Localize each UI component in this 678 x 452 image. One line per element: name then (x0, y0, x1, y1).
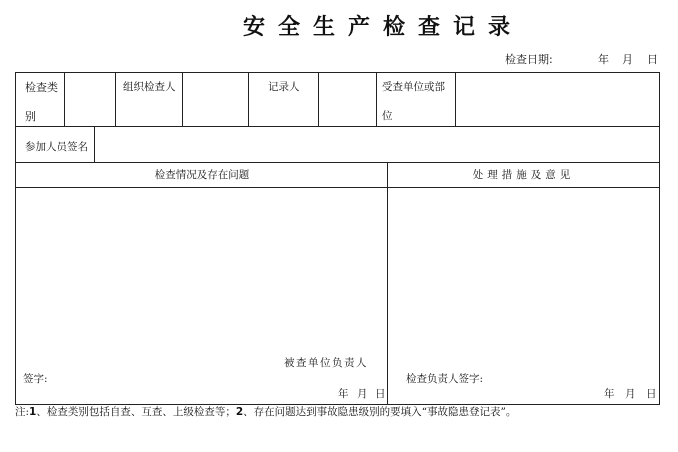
measures-date-month: 月 (625, 388, 636, 400)
form-title: 安全生产检查记录 (243, 15, 524, 40)
inspection-type-label: 检查类别 (25, 81, 58, 123)
recorder-label: 记录人 (268, 81, 300, 93)
recorder-value-cell (319, 73, 377, 127)
findings-header: 检查情况及存在问题 (154, 169, 250, 181)
participants-label: 参加人员签名 (25, 141, 88, 153)
organizer-value-cell (183, 73, 249, 127)
inspection-record-table (15, 72, 660, 405)
footnote-item-text: 、检查类别包括自查、互查、上级检查等； (36, 406, 236, 418)
footnote (15, 405, 516, 419)
findings-date-day: 日 (375, 388, 386, 400)
inspection-type-value-cell (65, 73, 116, 127)
inspected-unit-value-cell (456, 73, 659, 127)
inspection-date-label: 检查日期: (505, 53, 553, 66)
measures-date-day: 日 (646, 388, 657, 400)
findings-date-month: 月 (357, 388, 368, 400)
measures-header: 处理措施及意见 (472, 169, 575, 181)
footnote-item-number: 2 (235, 406, 244, 418)
organizer-label: 组织检查人 (123, 81, 176, 93)
inspection-date-month: 月 (622, 53, 633, 66)
participants-signature-cell (95, 127, 659, 163)
footnote-item-number: 1 (29, 406, 37, 418)
inspected-unit-responsible-label: 被查单位负责人 (284, 357, 368, 369)
inspected-unit-label: 受查单位或部位 (382, 81, 445, 122)
measures-date-year: 年 (604, 388, 615, 400)
findings-date-year: 年 (338, 388, 349, 400)
footnote-item-text: 、存在问题达到事故隐患级别的要填入“事故隐患登记表”。 (243, 406, 517, 418)
inspection-date-year: 年 (598, 53, 609, 66)
inspection-date-day: 日 (647, 53, 658, 66)
footnote-label: 注: (15, 406, 30, 418)
findings-sign-label: 签字: (23, 373, 48, 385)
inspector-sign-label: 检查负责人签字: (406, 373, 484, 385)
